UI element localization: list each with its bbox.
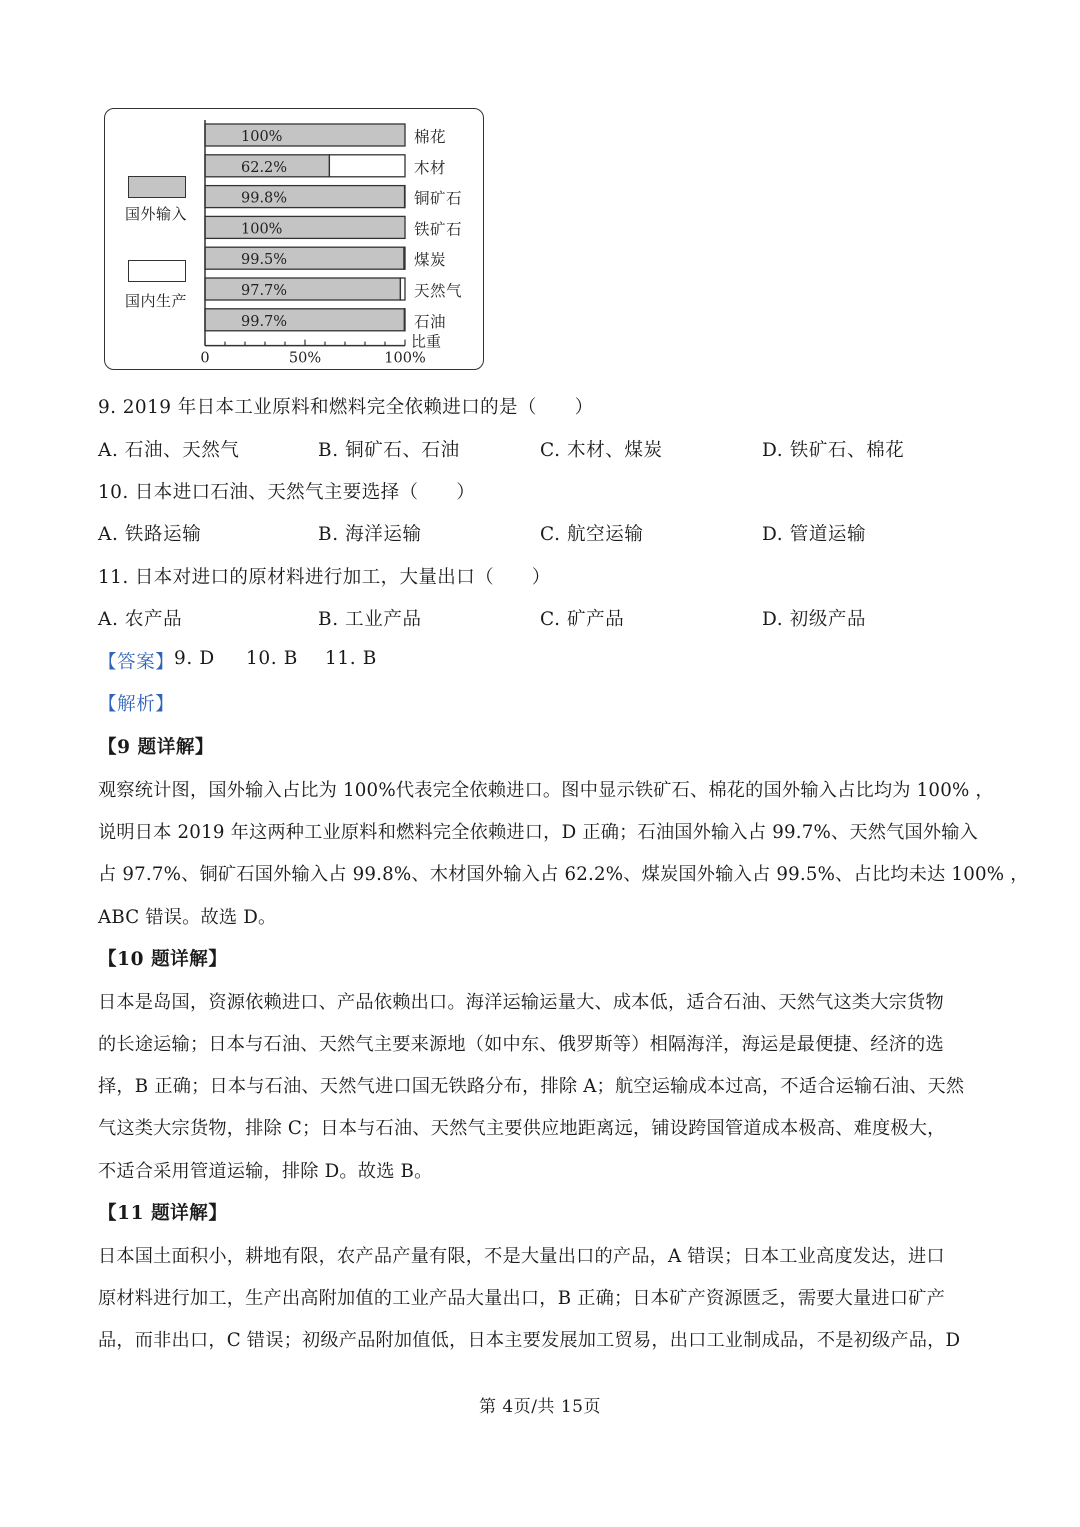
x-tick-label: 100% [384,350,426,367]
bar-domestic [404,309,405,331]
detail-11-line: 原材料进行加工，生产出高附加值的工业产品大量出口，B 正确；日本矿产资源匮乏，需要大量进口矿产 [98,1288,945,1309]
legend-label-domestic: 国内生产 [125,292,188,310]
bar-value-label: 99.8% [241,190,288,207]
q11-option-a: A. 农产品 [98,609,183,630]
detail-11-heading: 【11 题详解】 [98,1203,228,1224]
q9-option-a: A. 石油、天然气 [98,440,240,461]
q9-option-c: C. 木材、煤炭 [540,440,663,461]
category-label: 天然气 [414,282,463,300]
detail-11-line: 品，而非出口，C 错误；初级产品附加值低，日本主要发展加工贸易，出口工业制成品，不是初级产品，D [98,1330,961,1351]
detail-11-line: 日本国土面积小，耕地有限，农产品产量有限，不是大量出口的产品，A 错误；日本工业高度发达，进口 [98,1246,945,1267]
bar-import [205,216,405,238]
q11-option-b: B. 工业产品 [318,609,422,630]
q9-option-b: B. 铜矿石、石油 [318,440,460,461]
question-10-stem: 10. 日本进口石油、天然气主要选择（ ） [98,482,476,503]
detail-10-line: 不适合采用管道运输，排除 D。故选 B。 [98,1161,433,1182]
answer-tag: 【答案】 [98,652,175,673]
answer-9: 9. D [174,648,215,669]
detail-10-line: 择，B 正确；日本与石油、天然气进口国无铁路分布，排除 A；航空运输成本过高，不适合运输石油、天然 [98,1076,965,1097]
category-label: 煤炭 [414,251,447,270]
category-label: 铜矿石 [414,189,463,208]
bar-value-label: 62.2% [241,159,288,176]
detail-10-heading: 【10 题详解】 [98,949,228,970]
q10-option-c: C. 航空运输 [540,524,644,545]
analysis-tag: 【解析】 [98,694,175,715]
x-axis-label: 比重 [411,332,442,351]
detail-9-line: ABC 错误。故选 D。 [98,907,277,928]
bar-import [205,278,400,300]
legend-label-import: 国外输入 [125,205,188,223]
q11-option-d: D. 初级产品 [762,609,867,630]
bar-value-label: 97.7% [241,283,288,299]
page-footer: 第 4页/共 15页 [479,1397,601,1417]
bar-value-label: 99.7% [241,313,288,330]
q10-option-a: A. 铁路运输 [98,524,202,545]
answer-11: 11. B [325,648,377,669]
q11-option-c: C. 矿产品 [540,609,625,630]
bar-import [205,124,405,146]
detail-10-line: 的长途运输；日本与石油、天然气主要来源地（如中东、俄罗斯等）相隔海洋，海运是最便捷、经济的选 [98,1034,944,1055]
detail-9-heading: 【9 题详解】 [98,737,215,758]
q9-option-d: D. 铁矿石、棉花 [762,440,905,461]
question-11-stem: 11. 日本对进口的原材料进行加工，大量出口（ ） [98,567,551,588]
x-tick-label: 50% [288,350,322,367]
bar-domestic [400,278,405,300]
answer-10: 10. B [246,648,298,669]
category-label: 铁矿石 [414,220,463,239]
detail-10-line: 日本是岛国，资源依赖进口、产品依赖出口。海洋运输运量大、成本低，适合石油、天然气这类大宗货物 [98,992,944,1013]
bar-domestic [404,247,405,269]
category-label: 木材 [414,158,447,177]
bar-import [205,309,404,331]
question-9-stem: 9. 2019 年日本工业原料和燃料完全依赖进口的是（ ） [98,397,594,418]
detail-9-line: 说明日本 2019 年这两种工业原料和燃料完全依赖进口，D 正确；石油国外输入占 99.7%、天然气国外输入 [98,822,979,843]
detail-9-line: 观察统计图，国外输入占比为 100%代表完全依赖进口。图中显示铁矿石、棉花的国外输入占比均为 100% ， [98,780,994,801]
bar-domestic [329,155,405,177]
category-label: 石油 [414,312,447,331]
bar-value-label: 99.5% [241,252,288,269]
bar-import [205,186,405,208]
bar-chart [104,108,484,370]
x-tick-label: 0 [200,350,210,367]
detail-9-line: 占 97.7%、铜矿石国外输入占 99.8%、木材国外输入占 62.2%、煤炭国外输入占 99.5%、占比均未达 100% ， [98,864,1029,885]
detail-10-line: 气这类大宗货物，排除 C；日本与石油、天然气主要供应地距离远，铺设跨国管道成本极高、难度极大， [98,1118,946,1139]
bar-import [205,247,404,269]
category-label: 棉花 [414,128,447,146]
q10-option-b: B. 海洋运输 [318,524,422,545]
bar-value-label: 100% [241,129,283,145]
q10-option-d: D. 管道运输 [762,524,867,545]
bar-value-label: 100% [241,221,283,238]
